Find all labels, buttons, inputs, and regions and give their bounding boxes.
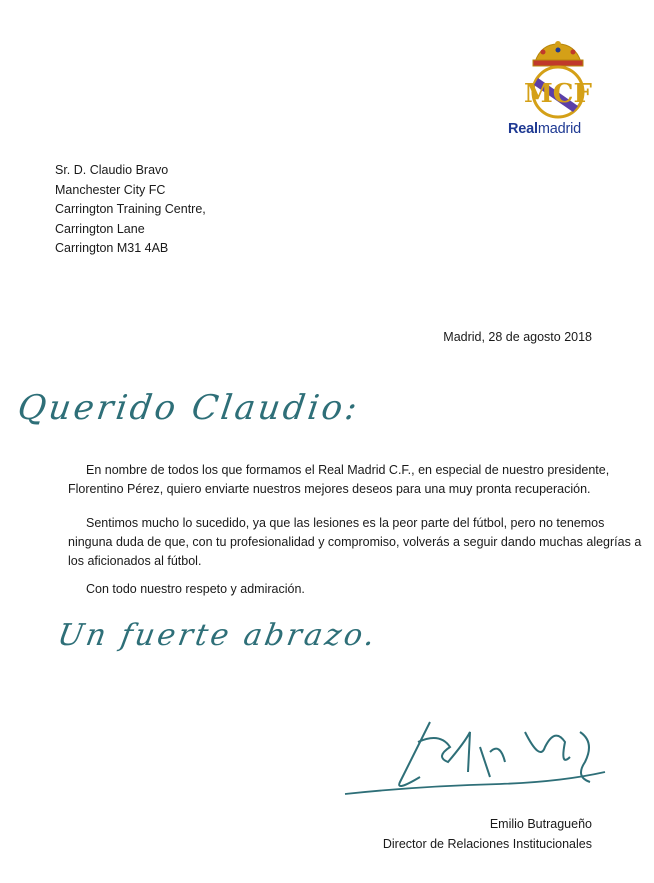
brand-bold: Real [508,121,538,137]
svg-text:MCF: MCF [524,79,592,109]
paragraph-line: ninguna duda de que, con tu profesionalidad y compromiso, volverás a seguir dando muchas alegrías a [68,535,642,549]
paragraph-line: Sentimos mucho lo sucedido, ya que las lesiones es la peor parte del fútbol, pero no tenemos [86,516,605,530]
handwritten-closing: Un fuerte abrazo. [54,618,381,653]
signer-title: Director de Relaciones Institucionales [382,836,592,851]
brand-rest: madrid [537,121,581,137]
address-line: Sr. D. Claudio Bravo [55,163,169,177]
handwritten-signature-icon [340,702,610,802]
signer-name: Emilio Butragueño [489,817,592,831]
address-line: Carrington Training Centre, [55,202,206,216]
paragraph-line: los aficionados al fútbol. [68,554,202,568]
real-madrid-crest-icon [521,40,595,120]
address-line: Manchester City FC [55,182,166,197]
address-line: Carrington Lane [55,221,145,236]
paragraph-line: Con todo nuestro respeto y admiración. [86,582,305,596]
letter-date: Madrid, 28 de agosto 2018 [443,330,592,344]
brand-wordmark [508,121,581,137]
recipient-address [55,161,206,259]
paragraph-line: Florentino Pérez, quiero enviarte nuestros mejores deseos para una muy pronta recuperación. [68,482,591,496]
signer-block [383,815,592,854]
handwritten-greeting: Querido Claudio: [15,388,363,428]
paragraph-line: En nombre de todos los que formamos el Real Madrid C.F., en especial de nuestro presidente, [86,463,610,477]
address-line: Carrington M31 4AB [55,241,169,255]
